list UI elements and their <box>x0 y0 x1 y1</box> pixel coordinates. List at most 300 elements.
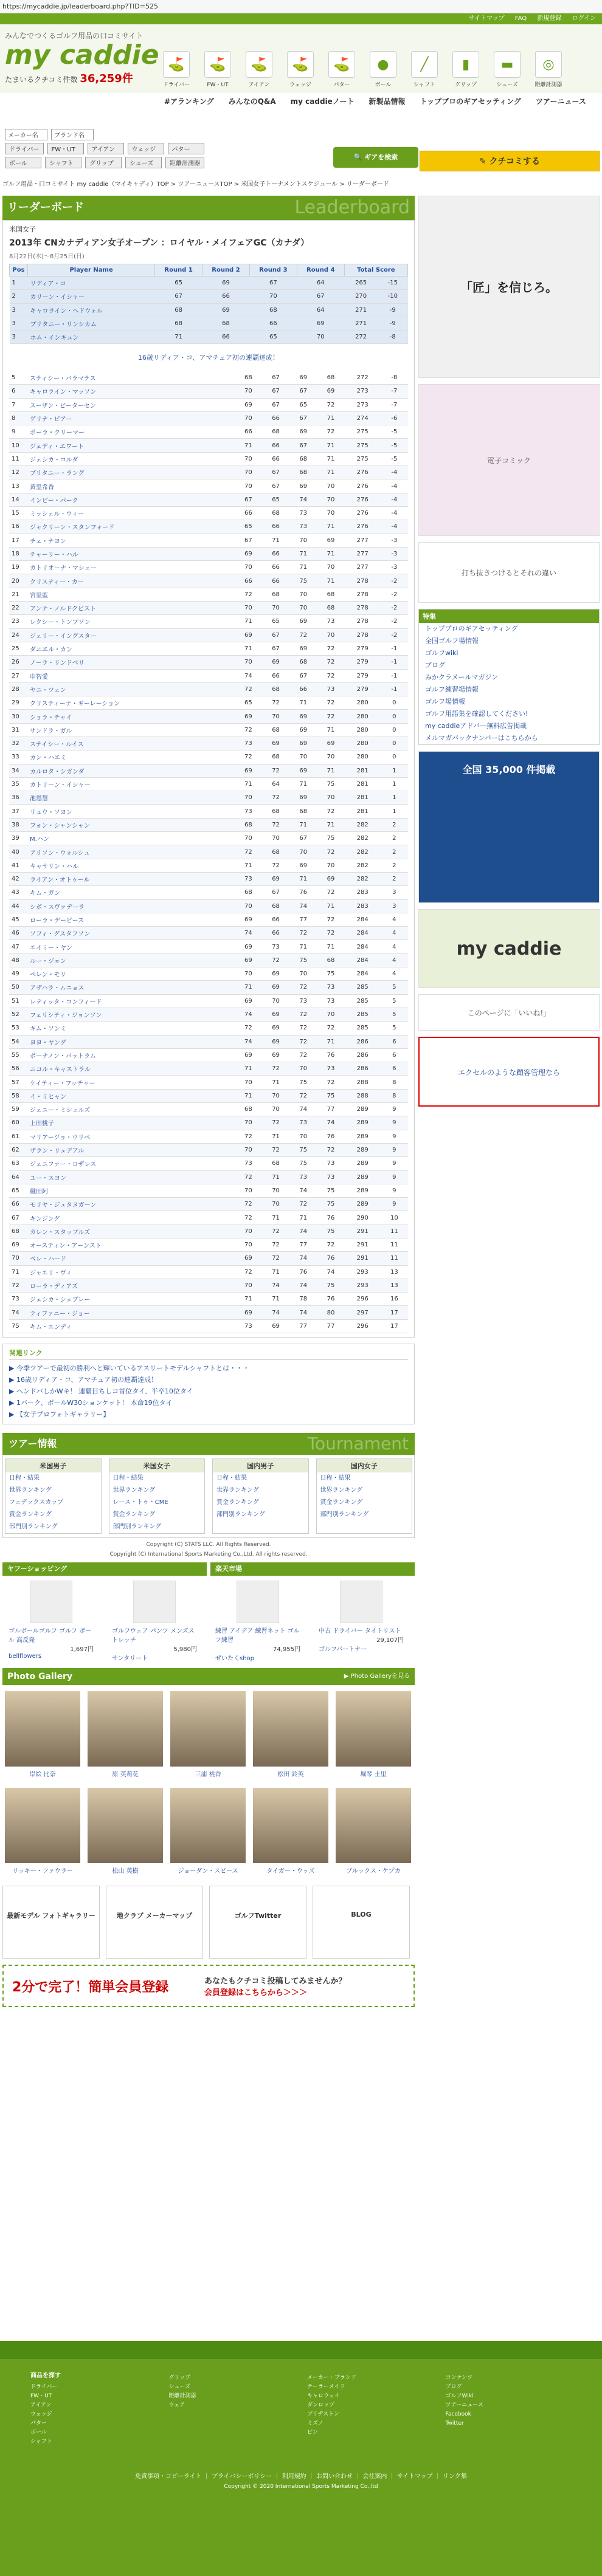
pos-cell: 13 <box>9 479 27 493</box>
feature-link[interactable]: ゴルフ用語集を確認してください! <box>425 710 528 718</box>
gallery-item[interactable] <box>88 1788 163 1875</box>
player-name-cell[interactable]: ゲリナ・ピアー <box>27 411 235 425</box>
photo-gallery-more-link[interactable]: ▶ Photo Galleryを見る <box>344 1673 410 1680</box>
player-name-cell[interactable]: ペレ・ハード <box>27 1252 235 1265</box>
pos-cell: 36 <box>9 791 27 805</box>
footer-link[interactable]: Facebook <box>445 2411 471 2417</box>
search-cat-fw[interactable]: FW・UT <box>47 143 84 154</box>
category-iron[interactable] <box>244 51 274 88</box>
score-cell: 279 <box>345 656 381 669</box>
player-name-cell[interactable]: ジェニファー・ロザレス <box>27 1157 235 1170</box>
player-name-cell[interactable]: カン・ハエミ <box>27 750 235 764</box>
footer-link[interactable]: パター <box>30 2420 47 2427</box>
tour-link[interactable]: 賞金ランキング <box>320 1499 363 1506</box>
footer-link[interactable]: シャフト <box>30 2439 52 2445</box>
score-cell: 2 <box>381 859 408 872</box>
tour-link[interactable]: 部門別ランキング <box>9 1523 58 1531</box>
player-name: タイガー・ウッズ <box>266 1868 315 1875</box>
gear-search-button[interactable] <box>333 147 418 168</box>
player-name-cell[interactable]: ローラ・ディアズ <box>27 1279 235 1292</box>
tour-link[interactable]: 日程・結果 <box>112 1475 144 1482</box>
footer-link[interactable]: ボール <box>30 2430 47 2436</box>
score-cell: 72 <box>317 669 344 682</box>
gallery-item[interactable] <box>336 1788 411 1875</box>
category-fw-ut[interactable] <box>202 51 233 88</box>
player-name-cell[interactable]: ヤニ・ツェン <box>27 682 235 696</box>
tour-link[interactable]: 世界ランキング <box>112 1487 156 1494</box>
score-cell: 70 <box>262 710 289 723</box>
player-name-cell[interactable]: ジェニー・ミシェルズ <box>27 1103 235 1116</box>
footer-link[interactable]: ピン <box>307 2430 319 2436</box>
gallery-item[interactable] <box>170 1691 246 1778</box>
score-cell: 70 <box>235 1279 262 1292</box>
player-name-cell[interactable]: ソフィ・グスタフソン <box>27 927 235 940</box>
nav-qa[interactable]: みんなのQ&A <box>228 97 276 106</box>
nav-gear-setting[interactable]: トップブロのギアセッティング <box>420 97 521 106</box>
score-cell: 286 <box>345 1035 381 1048</box>
search-cat-driver[interactable]: ドライバー <box>5 143 44 154</box>
player-name-cell[interactable]: クリスティー・カー <box>27 574 235 588</box>
feature-link[interactable]: みかクラメールマガジン <box>425 673 499 681</box>
related-link[interactable]: ▶ 今季ツアーで最初の勝利へと輝いているアスリートモデルシャフトとは・・・ <box>9 1364 250 1373</box>
pos-cell: 19 <box>9 561 27 574</box>
player-name-cell[interactable]: ヨヨ・ヤング <box>27 1035 235 1048</box>
score-cell: 72 <box>235 1265 262 1279</box>
player-name-cell[interactable]: フェリシティ・ジョンソン <box>27 1008 235 1021</box>
footer-bottom-link[interactable]: サイトマップ <box>396 2473 433 2480</box>
tour-link[interactable]: 賞金ランキング <box>216 1499 259 1506</box>
footer-col <box>307 2371 434 2447</box>
player-name-cell[interactable]: キム・ソンミ <box>27 1022 235 1035</box>
player-name-cell[interactable]: ブリタニー・ラング <box>27 466 235 479</box>
tour-link[interactable]: 部門別ランキング <box>320 1511 369 1519</box>
search-cat-rangefinder[interactable]: 距離計測器 <box>165 157 204 168</box>
tour-link[interactable]: 日程・結果 <box>216 1475 247 1482</box>
score-cell: -9 <box>378 303 407 317</box>
player-name-cell[interactable]: キム・エンディ <box>27 1319 235 1333</box>
player-name-cell[interactable]: カルロタ・シガンダ <box>27 764 235 777</box>
score-cell: 68 <box>155 317 202 330</box>
feature-link[interactable]: 全国ゴルフ場情報 <box>425 637 479 645</box>
footer-link[interactable]: キャロウェイ <box>307 2393 340 2399</box>
gallery-item[interactable] <box>88 1691 163 1778</box>
product-image <box>237 1581 279 1623</box>
player-name-cell[interactable]: リディア・コ <box>28 276 155 290</box>
table-row <box>10 317 408 330</box>
player-name-cell[interactable]: ユー・スヨン <box>27 1170 235 1184</box>
feature-link[interactable]: メルマガバックナンバーはこちらから <box>425 734 538 742</box>
table-row <box>9 737 408 750</box>
gallery-item[interactable] <box>5 1691 80 1778</box>
player-name-cell[interactable]: ライアン・オトゥール <box>27 872 235 885</box>
player-name-cell[interactable]: キャロライン・マッソン <box>27 385 235 398</box>
player-name-cell[interactable]: カレン・スタップルズ <box>27 1224 235 1238</box>
footer-link[interactable]: ドライバー <box>30 2384 58 2390</box>
score-cell: 67 <box>289 832 317 845</box>
yahoo-shopping-head[interactable]: ヤフーショッピング <box>2 1562 207 1576</box>
player-name-cell[interactable]: クリスティーナ・ギーレーション <box>27 696 235 710</box>
score-cell: 72 <box>262 791 289 805</box>
player-name-cell[interactable]: カリーン・イシャー <box>28 290 155 303</box>
player-name-cell[interactable]: ザラン・リュデアル <box>27 1143 235 1156</box>
tournament-dates: 8月22日(木)〜8月25日(日) <box>9 253 85 260</box>
banner-maker-map[interactable]: 地クラブ メーカーマップ <box>106 1886 203 1959</box>
score-cell: 70 <box>317 859 344 872</box>
pos-cell: 34 <box>9 764 27 777</box>
footer-bottom-link[interactable]: 会社案内 <box>362 2473 387 2480</box>
tour-link[interactable]: 日程・結果 <box>320 1475 351 1482</box>
score-cell: 73 <box>317 682 344 696</box>
player-name-cell[interactable]: ポーラ・クリーマー <box>27 425 235 439</box>
feature-link[interactable]: ゴルフ練習場情報 <box>425 685 479 693</box>
score-cell: 77 <box>317 1103 344 1116</box>
feature-link[interactable]: my caddieアドバー無料広告掲載 <box>425 722 527 730</box>
gallery-item[interactable] <box>5 1788 80 1875</box>
feature-link[interactable]: ゴルフwiki <box>425 649 458 657</box>
table-row <box>9 723 408 737</box>
putter-icon: ⛳ <box>328 51 355 78</box>
table-row <box>9 764 408 777</box>
site-logo[interactable] <box>5 30 163 86</box>
score-cell: 69 <box>289 479 317 493</box>
player-name-cell[interactable]: ダニエル・カン <box>27 642 235 655</box>
score-cell: 280 <box>345 710 381 723</box>
score-cell: 66 <box>235 574 262 588</box>
player-name-cell[interactable]: ポーナノン・パットラム <box>27 1048 235 1062</box>
player-name-cell[interactable]: ホム・インキュン <box>28 331 155 344</box>
player-name-cell[interactable]: スーザン・ピーターセン <box>27 398 235 411</box>
footer-link[interactable]: ウェア <box>168 2402 185 2408</box>
player-name-cell[interactable]: モリヤ・ジュタヌガーン <box>27 1198 235 1211</box>
footer-link[interactable]: ブリヂストン <box>307 2411 340 2417</box>
address-bar[interactable]: https://mycaddie.jp/leaderboard.php?TID=525 <box>0 0 602 13</box>
score-cell: -2 <box>381 574 408 588</box>
kuchikomi-button[interactable] <box>420 151 600 171</box>
player-name-cell[interactable]: ルー・ジョン <box>27 953 235 967</box>
player-name-cell[interactable]: レティッタ・コンフィード <box>27 994 235 1008</box>
nav-new-products[interactable]: 新製品情報 <box>368 97 406 106</box>
player-name-cell[interactable]: インビー・パーク <box>27 493 235 506</box>
player-name-cell[interactable]: ジェディ・エワート <box>27 439 235 452</box>
footer-link[interactable]: ダンロップ <box>307 2402 334 2408</box>
score-cell: 72 <box>262 859 289 872</box>
player-name-cell[interactable]: 申智愛 <box>27 669 235 682</box>
category-shaft[interactable] <box>409 51 440 88</box>
player-name-cell[interactable]: ケイティー・フッチャー <box>27 1076 235 1089</box>
footer-link[interactable]: ツアーニュース <box>445 2402 483 2408</box>
player-name-cell[interactable]: イ・ミヒャン <box>27 1089 235 1102</box>
footer-link[interactable]: 距離計測器 <box>168 2393 196 2399</box>
rakuten-head[interactable]: 楽天市場 <box>210 1562 415 1576</box>
player-name-cell[interactable]: シボ・スヴァデーラ <box>27 899 235 913</box>
score-cell: 277 <box>345 561 381 574</box>
banner-photo-gallery[interactable]: 最新モデル フォトギャラリー <box>2 1886 100 1959</box>
score-cell: 72 <box>317 425 344 439</box>
score-cell: 73 <box>317 981 344 994</box>
tour-link[interactable]: 賞金ランキング <box>9 1511 52 1519</box>
score-cell: 283 <box>345 886 381 899</box>
category-rangefinder[interactable] <box>533 51 564 88</box>
nav-ranking[interactable]: #アランキング <box>164 97 214 106</box>
player-photo <box>336 1691 411 1767</box>
player-name-cell[interactable]: ブリタニー・リンシカム <box>28 317 155 330</box>
brand-select[interactable]: ブランド名 <box>51 129 94 140</box>
feature-link[interactable]: ゴルフ場情報 <box>425 698 465 706</box>
footer-link[interactable]: テーラーメイド <box>307 2384 345 2390</box>
ad-comic[interactable]: 電子コミック <box>418 384 600 536</box>
search-cat-grip[interactable]: グリップ <box>85 157 122 168</box>
pos-cell: 16 <box>9 520 27 534</box>
table-row <box>9 1319 408 1333</box>
search-cat-ball[interactable]: ボール <box>5 157 41 168</box>
player-name-cell[interactable]: フォン・シャンシャン <box>27 818 235 831</box>
player-name-cell[interactable]: ジェシカ・コルダ <box>27 452 235 465</box>
player-name-cell[interactable]: チェ・ナヨン <box>27 534 235 547</box>
shop-item[interactable] <box>9 1581 94 1662</box>
table-row <box>10 276 408 290</box>
category-ball[interactable] <box>368 51 398 88</box>
ad-crm[interactable]: エクセルのような顧客管理なら <box>418 1037 600 1107</box>
player-name-cell[interactable]: カトリオーナ・マシュー <box>27 561 235 574</box>
player-name-cell[interactable]: 池恩慧 <box>27 791 235 805</box>
nav-note[interactable]: my caddieノート <box>290 97 355 106</box>
score-cell: 68 <box>235 886 262 899</box>
table-row <box>9 574 408 588</box>
search-cat-wedge[interactable]: ウェッジ <box>128 143 164 154</box>
related-link[interactable]: ▶ 16歳リディア・コ、アマチュア初の連覇達成！ <box>9 1376 158 1384</box>
player-name-cell[interactable]: ジャエリ・ヴィ <box>27 1265 235 1279</box>
register-link[interactable]: 会員登録はこちらから＞＞＞ <box>204 1988 308 1998</box>
player-name-cell[interactable]: ペレン・モリ <box>27 967 235 981</box>
product-price: 74,955円 <box>273 1646 300 1654</box>
tour-link[interactable]: 部門別ランキング <box>112 1523 162 1531</box>
score-cell: 8 <box>381 1076 408 1089</box>
tour-link[interactable]: 世界ランキング <box>320 1487 363 1494</box>
score-cell: 69 <box>262 872 289 885</box>
footer-link[interactable]: コンテンツ <box>445 2375 473 2381</box>
score-cell: -4 <box>381 506 408 520</box>
table-row <box>9 588 408 601</box>
banner-twitter[interactable]: ゴルフTwitter <box>209 1886 306 1959</box>
pos-cell: 62 <box>9 1143 27 1156</box>
pos-cell: 9 <box>9 425 27 439</box>
ad-mycaddie[interactable]: my caddie <box>418 909 600 988</box>
category-label: ボール <box>375 82 392 88</box>
util-link-faq[interactable]: FAQ <box>514 15 527 22</box>
tour-link[interactable]: 賞金ランキング <box>112 1511 156 1519</box>
player-name-cell[interactable]: エイミー・ヤン <box>27 940 235 953</box>
fairway-wood-icon: ⛳ <box>204 51 231 78</box>
player-name: 松田 鈴英 <box>277 1771 304 1779</box>
footer-link[interactable]: ミズノ <box>307 2420 324 2427</box>
player-name-cell[interactable]: リュウ・ソヨン <box>27 805 235 818</box>
player-name-cell[interactable]: オースティン・アーンスト <box>27 1238 235 1251</box>
score-cell: 69 <box>235 913 262 926</box>
player-name-cell[interactable]: キャサリン・ハル <box>27 859 235 872</box>
category-shoes[interactable] <box>492 51 522 88</box>
ism-copyright: Copyright (C) International Sports Marketing Co.,Ltd. All rights reserved. <box>109 1551 308 1558</box>
tour-link[interactable]: レース・トゥ・CME <box>112 1499 168 1506</box>
player-name-cell[interactable]: ティファニー・ジョー <box>27 1306 235 1319</box>
util-link-sitemap[interactable]: サイトマップ <box>468 15 505 22</box>
player-name-cell[interactable]: 宮里藍 <box>27 588 235 601</box>
tour-link[interactable]: 日程・結果 <box>9 1475 40 1482</box>
footer-link[interactable]: メーカー・ブランド <box>307 2375 356 2381</box>
table-row <box>9 1252 408 1265</box>
category-driver[interactable] <box>161 51 192 88</box>
score-cell: 71 <box>317 723 344 737</box>
score-cell: -2 <box>381 602 408 615</box>
player-name-cell[interactable]: ニコル・キャストラル <box>27 1062 235 1076</box>
pos-cell: 51 <box>9 994 27 1008</box>
player-name-cell[interactable]: サンドラ・ガル <box>27 723 235 737</box>
footer-link[interactable]: Twitter <box>445 2420 464 2427</box>
footer-link[interactable]: グリップ <box>168 2375 191 2381</box>
score-cell: 68 <box>262 425 289 439</box>
ad-corporate[interactable]: 打ち抜きつけるとそれの違い <box>418 542 600 603</box>
score-cell: 11 <box>381 1252 408 1265</box>
footer-bottom-link[interactable]: リンク集 <box>443 2473 467 2480</box>
footer-link[interactable]: FW・UT <box>30 2393 52 2399</box>
player-name-cell[interactable]: チャーリー・ハル <box>27 547 235 560</box>
player-name-cell[interactable]: カトリーン・イシャー <box>27 777 235 791</box>
related-link[interactable]: ▶ 1バーク、ボールW30ションケット！ 本命19位タイ <box>9 1399 173 1407</box>
score-cell: 67 <box>289 439 317 452</box>
footer-link[interactable]: アイアン <box>30 2402 52 2408</box>
feature-link[interactable]: トッププロのギアセッティング <box>425 625 518 633</box>
score-cell: 72 <box>235 1130 262 1143</box>
shop-item[interactable] <box>319 1581 404 1662</box>
player-name-cell[interactable]: ローラ・デービース <box>27 913 235 926</box>
score-cell: 71 <box>235 1089 262 1102</box>
score-cell: -5 <box>381 439 408 452</box>
player-name-cell[interactable]: アザハラ・ムニョス <box>27 981 235 994</box>
footer-bottom-link[interactable]: 免責事項・コピーライト <box>135 2473 202 2480</box>
nav-tour-news[interactable]: ツアーニュース <box>535 97 586 106</box>
score-cell: 285 <box>345 1008 381 1021</box>
player-name-cell[interactable]: マリアージョ・ウリベ <box>27 1130 235 1143</box>
table-row <box>9 696 408 710</box>
footer-link[interactable]: シューズ <box>168 2384 190 2390</box>
player-name-cell[interactable]: 上田桃子 <box>27 1116 235 1130</box>
related-link[interactable]: ▶ ヘンドバしかWキ！ 連覇目ちしコ首位タイ、半卒10位タイ <box>9 1387 193 1396</box>
player-name-cell[interactable]: キャロライン・ヘドウォル <box>28 303 155 317</box>
score-cell: 70 <box>235 411 262 425</box>
score-cell: 70 <box>235 1143 262 1156</box>
category-wedge[interactable] <box>285 51 316 88</box>
player-name-cell[interactable]: アンナ・ノルドクビスト <box>27 602 235 615</box>
player-name-cell[interactable]: ジャクリーン・スタンフォード <box>27 520 235 534</box>
pos-cell: 27 <box>9 669 27 682</box>
footer-bottom-link[interactable]: 利用規約 <box>282 2473 306 2480</box>
banner-blog[interactable]: BLOG <box>313 1886 410 1959</box>
search-cat-iron[interactable]: アイアン <box>88 143 124 154</box>
shop-name: bellflowers <box>9 1653 42 1660</box>
score-cell: 281 <box>345 764 381 777</box>
util-link-register[interactable]: 新規登録 <box>537 15 562 22</box>
tour-link[interactable]: 部門別ランキング <box>216 1511 265 1519</box>
category-label: シャフト <box>413 82 435 88</box>
player-name-cell[interactable]: ジェシカ・シェブレー <box>27 1293 235 1306</box>
footer-link[interactable]: ブログ <box>445 2384 462 2390</box>
news-headline-link[interactable]: 16歳リディア・コ、アマチュア初の連覇達成！ <box>137 354 280 362</box>
score-cell: 74 <box>235 669 262 682</box>
search-cat-shaft[interactable]: シャフト <box>45 157 81 168</box>
score-cell: 275 <box>345 439 381 452</box>
util-link-login[interactable]: ログイン <box>572 15 596 22</box>
tour-link[interactable]: 世界ランキング <box>9 1487 52 1494</box>
score-cell: 73 <box>235 1319 262 1333</box>
facebook-like[interactable]: このページに「いいね!」 <box>418 994 600 1031</box>
ad-bridgestone[interactable]: 「匠」を信じろ。 <box>418 196 600 378</box>
footer-link[interactable]: ウェッジ <box>30 2411 52 2417</box>
score-cell: 72 <box>289 981 317 994</box>
player-name-cell[interactable]: M.ハン <box>27 832 235 845</box>
score-cell: -1 <box>381 669 408 682</box>
score-cell: 69 <box>235 1306 262 1319</box>
score-cell: 71 <box>317 439 344 452</box>
gallery-item[interactable] <box>336 1691 411 1778</box>
ad-golf-courses[interactable]: 全国 35,000 件掲載 <box>418 751 600 903</box>
shop-item[interactable] <box>112 1581 197 1662</box>
score-cell: 67 <box>235 534 262 547</box>
register-banner[interactable] <box>2 1965 415 2007</box>
player-name-cell[interactable]: キム・ガン <box>27 886 235 899</box>
player-name-cell[interactable]: アリソン・ウォルシュ <box>27 845 235 859</box>
category-putter[interactable] <box>327 51 357 88</box>
tour-link[interactable]: 世界ランキング <box>216 1487 259 1494</box>
search-cat-shoes[interactable]: シューズ <box>125 157 162 168</box>
player-name-cell[interactable]: スティシー・バラマテス <box>27 371 235 384</box>
footer-link[interactable]: ゴルフWiki <box>445 2393 474 2399</box>
photo-gallery-header <box>2 1668 415 1685</box>
gallery-item[interactable] <box>253 1788 328 1875</box>
shop-item[interactable] <box>215 1581 300 1662</box>
count-label: たまいるクチコミ件数 <box>5 75 78 84</box>
score-cell: 73 <box>317 1157 344 1170</box>
player-name-cell[interactable]: ミッシェル・ウィー <box>27 506 235 520</box>
footer-bottom-link[interactable]: お問い合わせ <box>316 2473 353 2480</box>
table-row <box>9 1198 408 1211</box>
table-row <box>9 953 408 967</box>
gallery-item[interactable] <box>170 1788 246 1875</box>
player-name-cell[interactable]: キンジング <box>27 1211 235 1224</box>
shaft-icon: ╱ <box>411 51 438 78</box>
player-name-cell[interactable]: レクシー・トンプソン <box>27 615 235 628</box>
player-name-cell[interactable]: ショラ・チャイ <box>27 710 235 723</box>
gallery-item[interactable] <box>253 1691 328 1778</box>
search-cat-putter[interactable]: パター <box>168 143 204 154</box>
category-label: FW・UT <box>207 82 229 88</box>
score-cell: 73 <box>289 994 317 1008</box>
tour-link[interactable]: フェデックスカップ <box>9 1499 64 1506</box>
footer-bottom-link[interactable]: プライバシーポリシー <box>211 2473 272 2480</box>
related-link[interactable]: ▶ 【女子プロフォトギャラリー】 <box>9 1410 110 1419</box>
player-name-cell[interactable]: 黄里希香 <box>27 479 235 493</box>
score-cell: 70 <box>262 1198 289 1211</box>
feature-link[interactable]: ブログ <box>425 661 445 669</box>
player-name-cell[interactable]: ジェリー・イングスター <box>27 628 235 642</box>
footer-col <box>446 2371 572 2447</box>
category-grip[interactable] <box>451 51 481 88</box>
maker-select[interactable]: メーカー名 <box>5 129 47 140</box>
player-name-cell[interactable]: ノーラ・リンドベリ <box>27 656 235 669</box>
score-cell: 279 <box>345 669 381 682</box>
pos-cell: 75 <box>9 1319 27 1333</box>
breadcrumb[interactable]: ゴルフ用品・口コミサイト my caddie（マイキャディ）TOP > ツアーニュースTOP > 米国女子トーナメントスケジュール > リーダーボード <box>2 181 389 188</box>
player-name-cell[interactable]: ステイシー・ルイス <box>27 737 235 750</box>
player-name-cell[interactable]: 織田阿 <box>27 1184 235 1197</box>
